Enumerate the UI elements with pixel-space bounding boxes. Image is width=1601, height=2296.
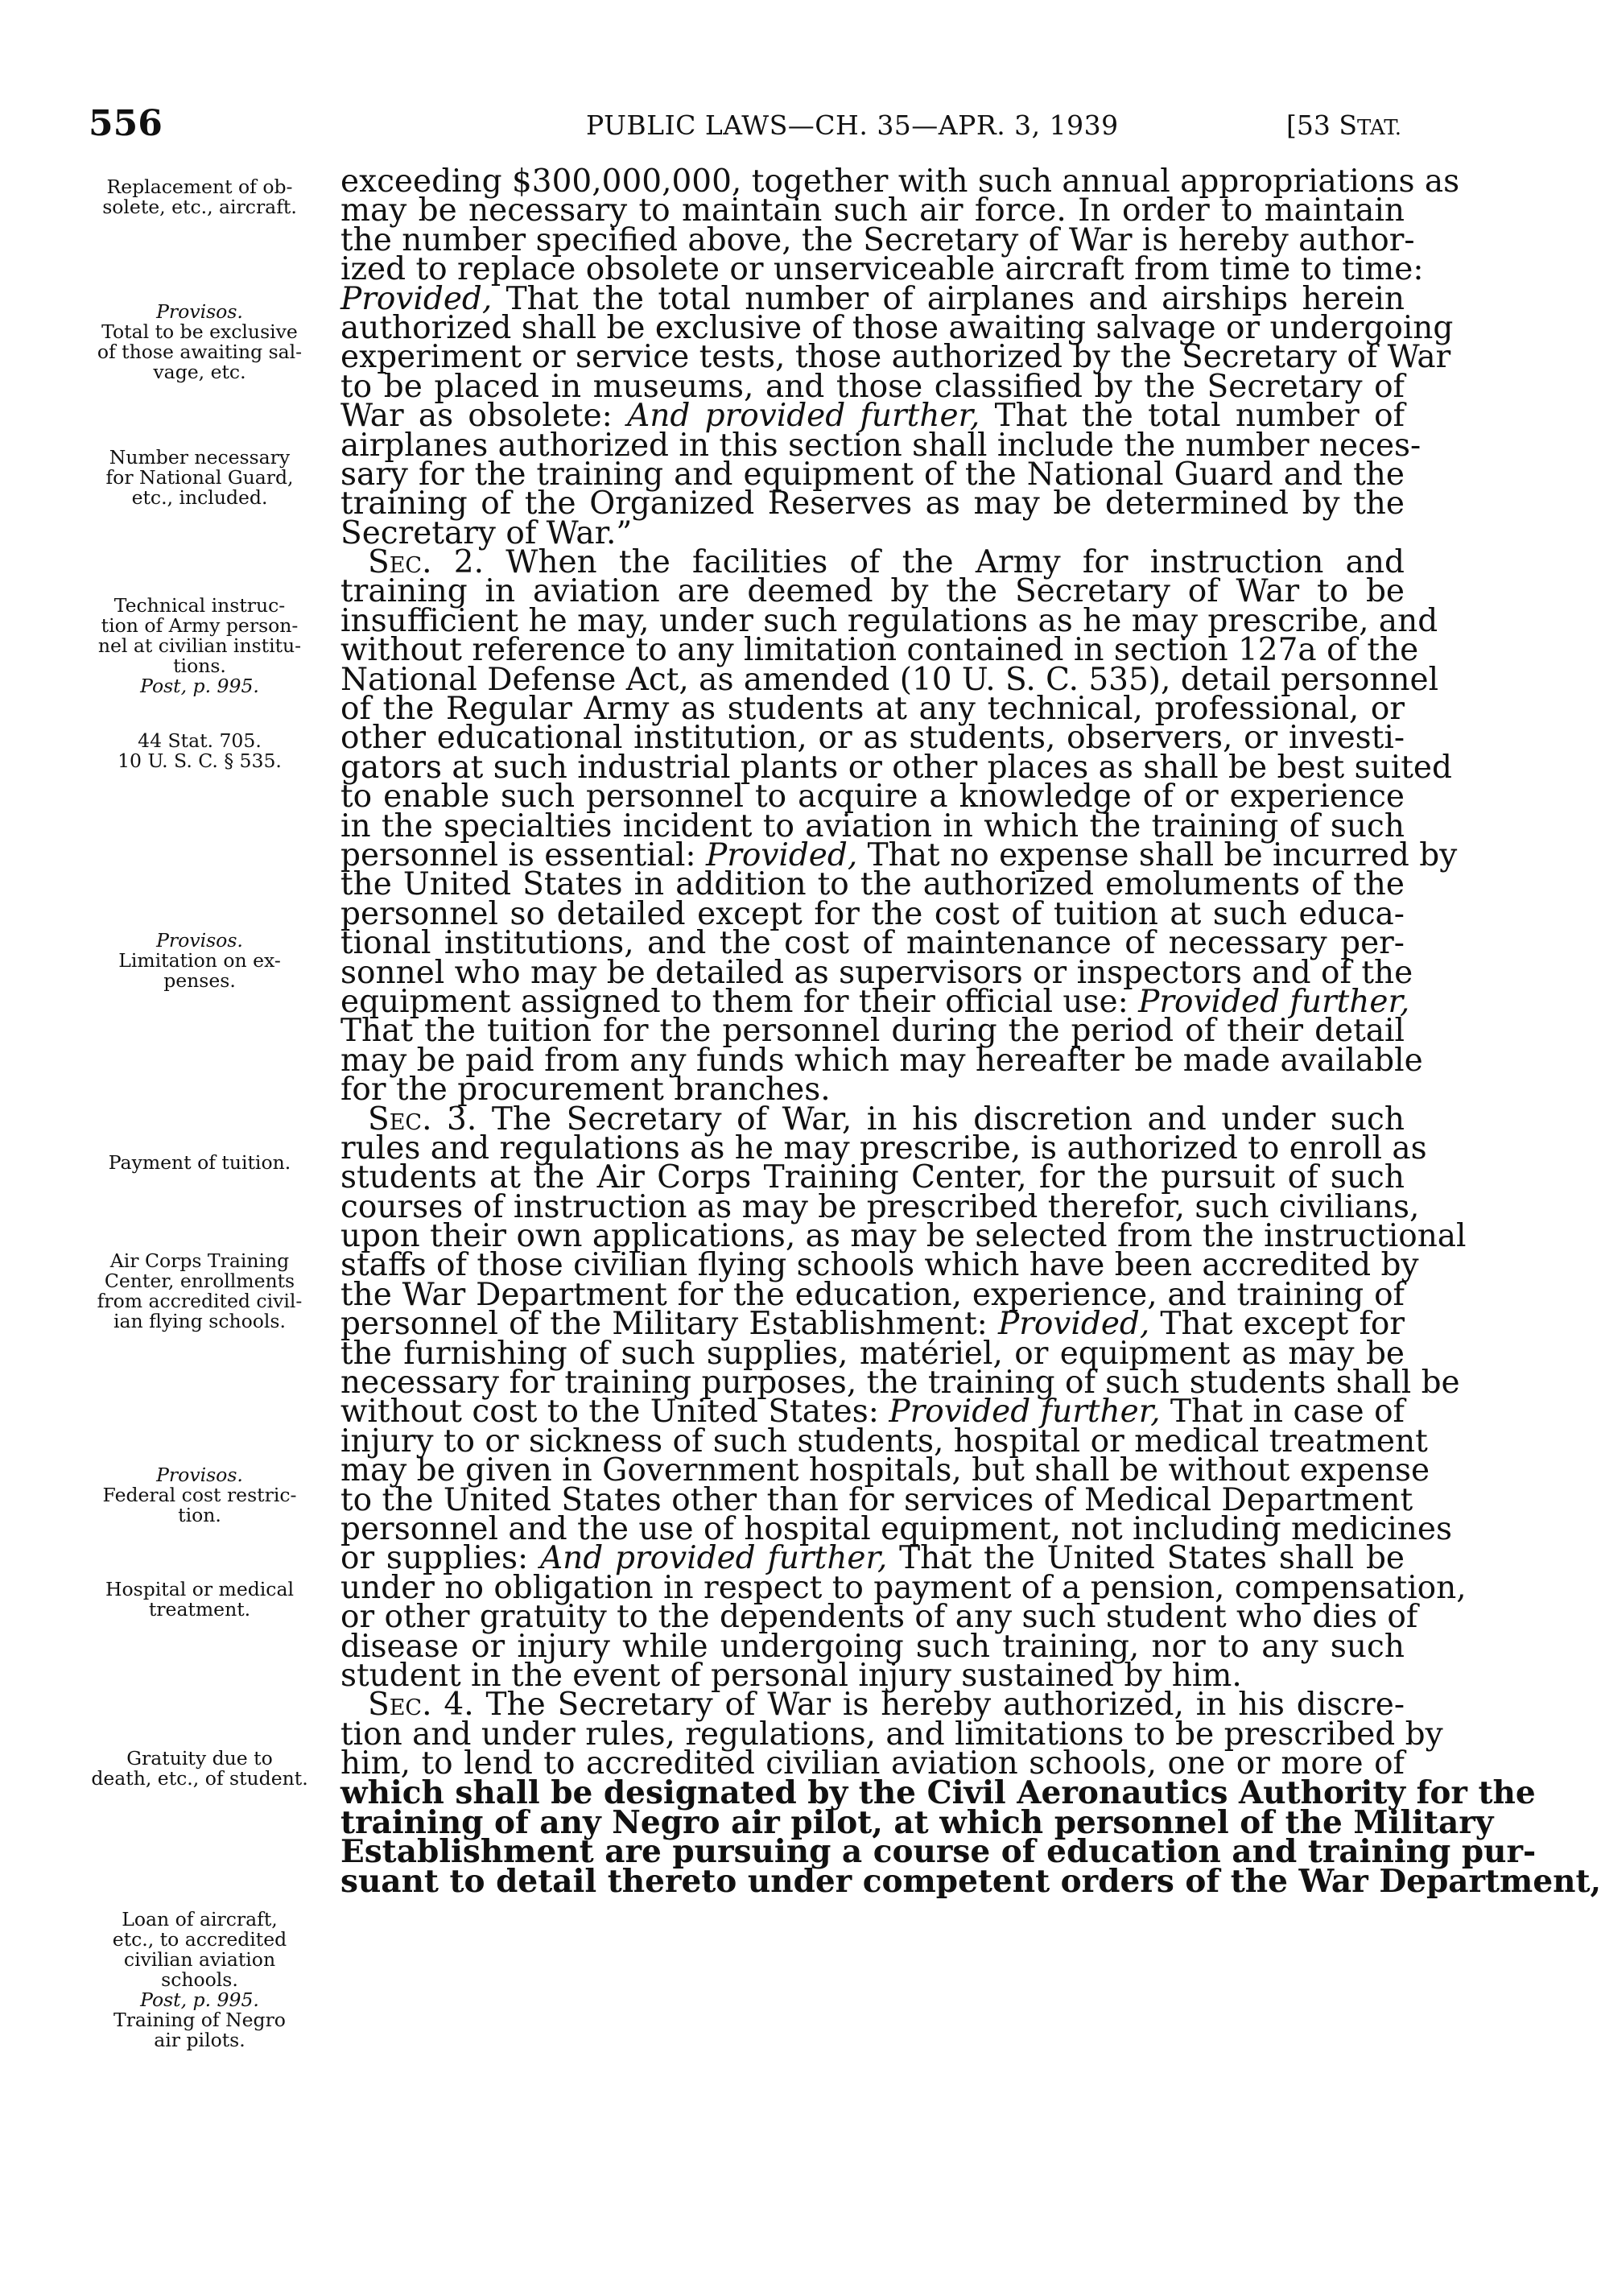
text-line: necessary for training purposes, the training of such students shall be [340, 1365, 1460, 1402]
text-line: the furnishing of such supplies, matériel, or equipment as may be [340, 1335, 1405, 1372]
margin-note-provisos-total: Provisos. Total to be exclusive of those awaiting sal- vage, etc. [97, 300, 303, 383]
margin-note-hospital: Hospital or medical treatment. [105, 1578, 294, 1621]
margin-note-limitation-expenses: Provisos. Limitation on ex- penses. [118, 929, 281, 992]
text-line: ized to replace obsolete or unserviceable aircraft from time to time: [340, 251, 1424, 288]
text-line: War as obsolete: And provided further, That the total number of [340, 398, 1405, 435]
running-title: PUBLIC LAWS—CH. 35—APR. 3, 1939 [586, 109, 1119, 141]
text-line: rules and regulations as he may prescribe, is authorized to enroll as [340, 1129, 1427, 1167]
margin-note-replacement: Replacement of ob- solete, etc., aircraft. [102, 176, 297, 218]
text-line: may be given in Government hospitals, but shall be without expense [340, 1452, 1430, 1489]
running-header [0, 103, 1473, 143]
text-line: to the United States other than for services of Medical Department [340, 1481, 1413, 1518]
text-line: personnel is essential: Provided, That no expense shall be incurred by [340, 836, 1458, 873]
margin-note-statute-citation: 44 Stat. 705. 10 U. S. C. § 535. [118, 729, 282, 772]
text-line: training of the Organized Reserves as may be determined by the [340, 485, 1405, 522]
text-line: personnel and the use of hospital equipment, not including medicines [340, 1510, 1453, 1547]
text-line: may be necessary to maintain such air force. In order to maintain [340, 192, 1405, 229]
text-line: Establishment are pursuing a course of education and training pur- [340, 1833, 1537, 1871]
text-line: without reference to any limitation contained in section 127a of the [340, 632, 1419, 669]
margin-note-technical-instruction: Technical instruc- tion of Army person- nel at civilian institu- tions. Post, p. 995. [97, 594, 302, 697]
margin-note-payment-tuition: Payment of tuition. [108, 1151, 291, 1174]
text-line: experiment or service tests, those authorized by the Secretary of War [340, 339, 1451, 376]
text-line: sonnel who may be detailed as supervisors or inspectors and of the [340, 954, 1413, 991]
text-line: exceeding $300,000,000, together with such annual appropriations as [340, 163, 1460, 200]
text-line: sary for the training and equipment of the National Guard and the [340, 456, 1405, 493]
text-line: upon their own applications, as may be selected from the instructional [340, 1218, 1467, 1255]
section-heading-line: Sec. 4. The Secretary of War is hereby authorized, in his discre- [368, 1687, 1405, 1724]
text-line: equipment assigned to them for their official use: Provided further, [340, 983, 1410, 1020]
text-line: Secretary of War.” [340, 514, 633, 551]
text-line: That the tuition for the personnel during the period of their detail [340, 1013, 1405, 1050]
margin-note-gratuity: Gratuity due to death, etc., of student. [91, 1747, 308, 1790]
text-line: him, to lend to accredited civilian aviation schools, one or more of [340, 1745, 1405, 1782]
text-line: personnel of the Military Establishment: Provided, That except for [340, 1306, 1405, 1343]
text-line: the number specified above, the Secretary of War is hereby author- [340, 221, 1415, 258]
text-line: student in the event of personal injury sustained by him. [340, 1657, 1242, 1694]
text-line: insufficient he may, under such regulations as he may prescribe, and [340, 602, 1438, 639]
margin-note-federal-cost: Provisos. Federal cost restric- tion. [102, 1464, 297, 1526]
margin-note-air-corps-training: Air Corps Training Center, enrollments from accredited civil- ian flying schools. [97, 1249, 303, 1332]
text-line: personnel so detailed except for the cost of tuition at such educa- [340, 895, 1405, 932]
text-line: tion and under rules, regulations, and limitations to be prescribed by [340, 1716, 1443, 1753]
text-line: authorized shall be exclusive of those awaiting salvage or undergoing [340, 309, 1454, 346]
text-line: or other gratuity to the dependents of any such student who dies of [340, 1599, 1418, 1636]
section-heading-line: Sec. 3. The Secretary of War, in his discretion and under such [368, 1101, 1405, 1138]
text-line: National Defense Act, as amended (10 U. S. C. 535), detail personnel [340, 661, 1439, 698]
text-line: training of any Negro air pilot, at which personnel of the Military [340, 1803, 1494, 1841]
page-number: 556 [89, 103, 163, 144]
text-line: of the Regular Army as students at any technical, professional, or [340, 691, 1405, 728]
section-heading-line: Sec. 2. When the facilities of the Army for instruction and [368, 544, 1405, 581]
text-line: to enable such personnel to acquire a knowledge of or experience [340, 778, 1405, 816]
text-line: which shall be designated by the Civil Aeronautics Authority for the [340, 1774, 1536, 1812]
text-line: the United States in addition to the authorized emoluments of the [340, 866, 1405, 903]
text-line: gators at such industrial plants or other places as shall be best suited [340, 749, 1452, 786]
text-line: under no obligation in respect to payment of a pension, compensation, [340, 1569, 1467, 1606]
text-line: students at the Air Corps Training Center, for the pursuit of such [340, 1159, 1405, 1196]
volume-reference: [53 STAT. [1286, 109, 1402, 141]
text-line: suant to detail thereto under competent orders of the War Department, [340, 1862, 1601, 1900]
text-line: without cost to the United States: Provided further, That in case of [340, 1394, 1405, 1431]
text-line: Provided, That the total number of airplanes and airships herein [340, 280, 1405, 317]
text-line: injury to or sickness of such students, hospital or medical treatment [340, 1423, 1428, 1460]
margin-note-loan-aircraft: Loan of aircraft, etc., to accredited civilian aviation schools. Post, p. 995. Training of Negro air pilots. [112, 1908, 287, 2051]
text-line: may be paid from any funds which may hereafter be made available [340, 1042, 1423, 1079]
text-line: other educational institution, or as students, observers, or investi- [340, 720, 1405, 757]
margin-note-national-guard: Number necessary for National Guard, etc., included. [105, 446, 294, 509]
text-line: for the procurement branches. [340, 1072, 831, 1109]
text-line: airplanes authorized in this section shall include the number neces- [340, 427, 1422, 464]
text-line: courses of instruction as may be prescribed therefor, such civilians, [340, 1188, 1420, 1225]
text-line: disease or injury while undergoing such training, nor to any such [340, 1628, 1405, 1665]
text-line: or supplies: And provided further, That the United States shall be [340, 1540, 1405, 1577]
text-line: tional institutions, and the cost of maintenance of necessary per- [340, 925, 1405, 962]
statute-body [340, 163, 1601, 1900]
text-line: the War Department for the education, experience, and training of [340, 1276, 1405, 1313]
text-line: to be placed in museums, and those classified by the Secretary of [340, 368, 1405, 405]
text-line: training in aviation are deemed by the Secretary of War to be [340, 573, 1405, 610]
text-line: staffs of those civilian flying schools which have been accredited by [340, 1247, 1419, 1284]
text-line: in the specialties incident to aviation in which the training of such [340, 807, 1405, 844]
